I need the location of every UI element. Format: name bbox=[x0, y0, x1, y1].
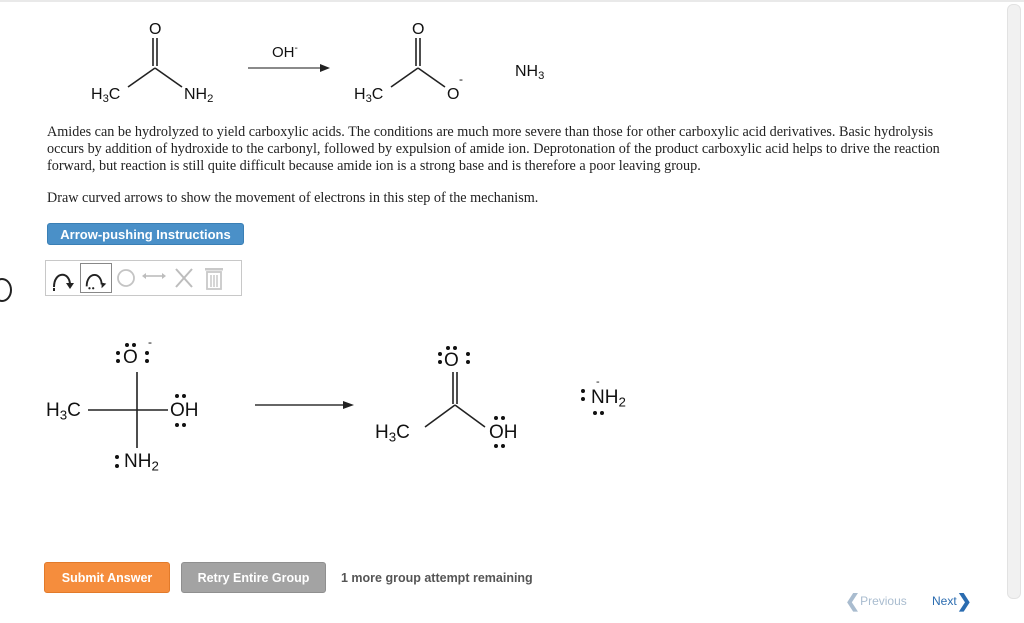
lone-pair-dot bbox=[115, 455, 119, 459]
lone-pair-dot bbox=[438, 360, 442, 364]
lone-pair-dot bbox=[501, 416, 505, 420]
attempts-remaining-text: 1 more group attempt remaining bbox=[341, 571, 533, 585]
product-oxide: O bbox=[447, 86, 460, 103]
submit-answer-button[interactable]: Submit Answer bbox=[44, 562, 170, 593]
intro-paragraph: Amides can be hydrolyzed to yield carboxylic acids. The conditions are much more severe than those for other carboxylic acid derivatives. Basic hydrolysis occurs by addition of hydroxide to the carbonyl, followed by expulsion of amide ion. Deprotonation of the product carboxylic acid helps to drive the reaction forward, but reaction is still quite difficult because amide ion is a strong base and is therefore a poor leaving group. bbox=[47, 124, 940, 174]
lone-pair-dot bbox=[116, 359, 120, 363]
intermediate-hydroxyl[interactable]: OH bbox=[170, 400, 199, 421]
amide-ion-charge: - bbox=[596, 376, 600, 388]
lone-pair-dot bbox=[466, 360, 470, 364]
lone-pair-dot bbox=[581, 397, 585, 401]
mechanism-arrow-head bbox=[343, 401, 354, 409]
lone-pair-dot bbox=[182, 423, 186, 427]
retry-entire-group-button[interactable]: Retry Entire Group bbox=[181, 562, 326, 593]
reagent-hydroxide: OH- bbox=[272, 43, 298, 61]
lone-pair-dot bbox=[145, 359, 149, 363]
intermediate-oxygen-charge: - bbox=[148, 335, 152, 349]
byproduct-ammonia: $NH_3$ bbox=[515, 63, 545, 82]
next-link[interactable]: Next❯ bbox=[932, 591, 972, 611]
intermediate-amine[interactable]: $NH_2$ bbox=[124, 451, 159, 474]
reactant-amine: $NH_2$ bbox=[184, 86, 214, 105]
lone-pair-dot bbox=[600, 411, 604, 415]
reactant-methyl: $H_3C$ bbox=[91, 86, 121, 105]
chevron-left-icon: ❮ bbox=[845, 591, 861, 611]
intermediate-methyl[interactable]: $H_3C$ bbox=[46, 400, 81, 423]
previous-link[interactable]: ❮Previous bbox=[845, 591, 907, 611]
reactant-carbonyl-oxygen: O bbox=[149, 21, 162, 38]
lone-pair-dot bbox=[466, 352, 470, 356]
amide-ion[interactable]: $NH_2$ bbox=[591, 387, 626, 410]
lone-pair-dot bbox=[115, 464, 119, 468]
product-charge: - bbox=[459, 72, 463, 86]
lone-pair-dot bbox=[581, 389, 585, 393]
instruction-text: Draw curved arrows to show the movement of electrons in this step of the mechanism. bbox=[47, 190, 539, 206]
product-carbonyl-oxygen: O bbox=[412, 21, 425, 38]
lone-pair-dot bbox=[438, 352, 442, 356]
mechanism-product-oxygen[interactable]: O bbox=[444, 350, 459, 371]
product-methyl: $H_3C$ bbox=[354, 86, 384, 105]
lone-pair-dot bbox=[175, 423, 179, 427]
lone-pair-dot bbox=[501, 444, 505, 448]
arrow-pushing-instructions-button[interactable]: Arrow-pushing Instructions bbox=[47, 223, 244, 245]
mechanism-product-hydroxyl[interactable]: OH bbox=[489, 422, 518, 443]
product-bond-oh bbox=[455, 405, 485, 427]
product-bond-ch3 bbox=[425, 405, 455, 427]
lone-pair-dot bbox=[494, 416, 498, 420]
intermediate-oxygen[interactable]: O bbox=[123, 347, 138, 368]
lone-pair-dot bbox=[593, 411, 597, 415]
lone-pair-dot bbox=[175, 394, 179, 398]
lone-pair-dot bbox=[145, 351, 149, 355]
lone-pair-dot bbox=[182, 394, 186, 398]
mechanism-product-methyl[interactable]: $H_3C$ bbox=[375, 422, 410, 445]
lone-pair-dot bbox=[494, 444, 498, 448]
lone-pair-dot bbox=[116, 351, 120, 355]
chevron-right-icon: ❯ bbox=[956, 591, 972, 611]
